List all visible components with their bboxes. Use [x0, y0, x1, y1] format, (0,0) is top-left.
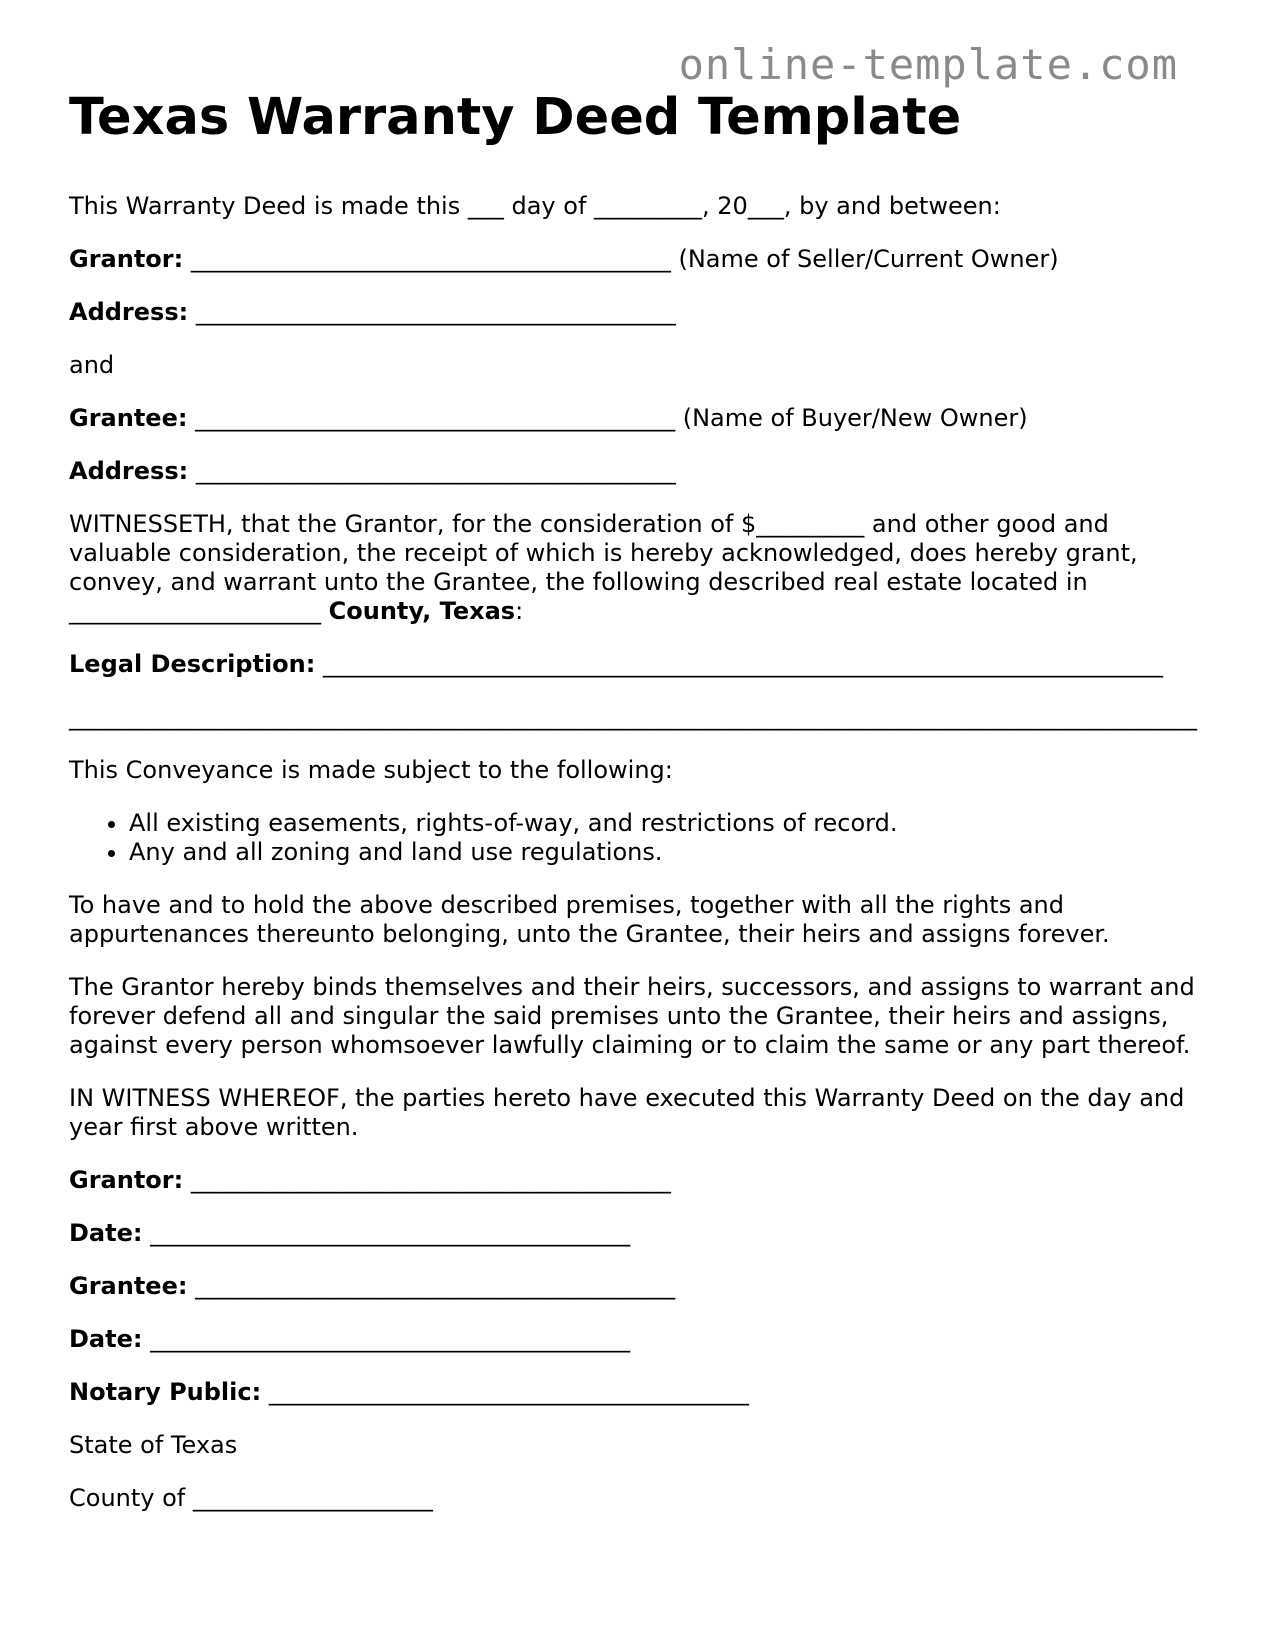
- page-title: Texas Warranty Deed Template: [69, 88, 962, 147]
- legal-description-line: [69, 650, 1209, 679]
- in-witness-paragraph: IN WITNESS WHEREOF, the parties hereto have executed this Warranty Deed on the day and year first above written.: [69, 1084, 1185, 1141]
- grantor-label: Grantor:: [69, 245, 184, 273]
- grantee-note: (Name of Buyer/New Owner): [682, 404, 1028, 432]
- warranty-paragraph: The Grantor hereby binds themselves and their heirs, successors, and assigns to warrant and forever defend all and singular the said premises unto the Grantee, their heirs and assigns, against every person whomsoever lawfully claiming or to claim the same or any part thereof.: [69, 973, 1195, 1059]
- notary-public-label: Notary Public:: [69, 1378, 262, 1406]
- notary-public-line: [69, 1378, 1209, 1407]
- grantee-line: [69, 404, 1209, 433]
- list-item: • Any and all zoning and land use regulations.: [129, 838, 1209, 867]
- list-item: • All existing easements, rights-of-way, and restrictions of record.: [129, 809, 1209, 838]
- legal-description-line-2[interactable]: ______________________________________________________________________________________________: [69, 703, 1197, 731]
- signature-grantee-blank[interactable]: ________________________________________: [187, 1272, 676, 1300]
- signature-grantor-label: Grantor:: [69, 1166, 184, 1194]
- grantor-note: (Name of Seller/Current Owner): [678, 245, 1059, 273]
- signature-grantor-date-blank[interactable]: ________________________________________: [142, 1219, 631, 1247]
- signature-grantor-line: [69, 1166, 1209, 1195]
- signature-grantee-date-blank[interactable]: ________________________________________: [142, 1325, 631, 1353]
- legal-description-blank[interactable]: ______________________________________________________________________: [315, 650, 1163, 678]
- signature-grantee-line: [69, 1272, 1209, 1301]
- grantor-blank[interactable]: ________________________________________: [183, 245, 679, 273]
- watermark: online-template.com: [678, 40, 1178, 89]
- grantee-label: Grantee:: [69, 404, 188, 432]
- grantee-address-line: [69, 457, 1209, 486]
- grantee-address-blank[interactable]: ________________________________________: [188, 457, 676, 485]
- witnesseth-suffix: :: [515, 597, 524, 625]
- witnesseth-paragraph: [69, 510, 1209, 626]
- legal-description-label: Legal Description:: [69, 650, 316, 678]
- county-blank[interactable]: ____________________: [185, 1484, 433, 1512]
- intro-paragraph: This Warranty Deed is made this ___ day of _________, 20___, by and between:: [69, 192, 1001, 220]
- signature-grantor-date-label: Date:: [69, 1219, 143, 1247]
- county-line: [69, 1484, 1209, 1513]
- grantor-line: [69, 245, 1209, 274]
- signature-grantor-blank[interactable]: ________________________________________: [183, 1166, 671, 1194]
- county-label: County of: [69, 1484, 186, 1512]
- habendum-paragraph: To have and to hold the above described premises, together with all the rights and appurtenances thereunto belonging, unto the Grantee, their heirs and assigns forever.: [69, 891, 1110, 948]
- conveyance-intro: This Conveyance is made subject to the following:: [69, 756, 673, 784]
- witnesseth-text: WITNESSETH, that the Grantor, for the consideration of $_________ and other good and valuable consideration, the receipt of which is hereby acknowledged, does hereby grant, convey, and warrant unto the Grantee, the following described real estate located in _____________________: [69, 510, 1138, 625]
- notary-public-blank[interactable]: ________________________________________: [261, 1378, 749, 1406]
- and-text: and: [69, 351, 115, 379]
- conveyance-list: [69, 809, 1209, 867]
- signature-grantee-date-line: [69, 1325, 1209, 1354]
- document-page: [69, 82, 1209, 1537]
- state-line: State of Texas: [69, 1431, 238, 1459]
- signature-grantee-label: Grantee:: [69, 1272, 188, 1300]
- grantor-address-blank[interactable]: ________________________________________: [188, 298, 676, 326]
- grantee-address-label: Address:: [69, 457, 189, 485]
- grantor-address-label: Address:: [69, 298, 189, 326]
- signature-grantee-date-label: Date:: [69, 1325, 143, 1353]
- signature-grantor-date-line: [69, 1219, 1209, 1248]
- grantor-address-line: [69, 298, 1209, 327]
- grantee-blank[interactable]: ________________________________________: [187, 404, 683, 432]
- county-texas-label: County, Texas: [328, 597, 516, 625]
